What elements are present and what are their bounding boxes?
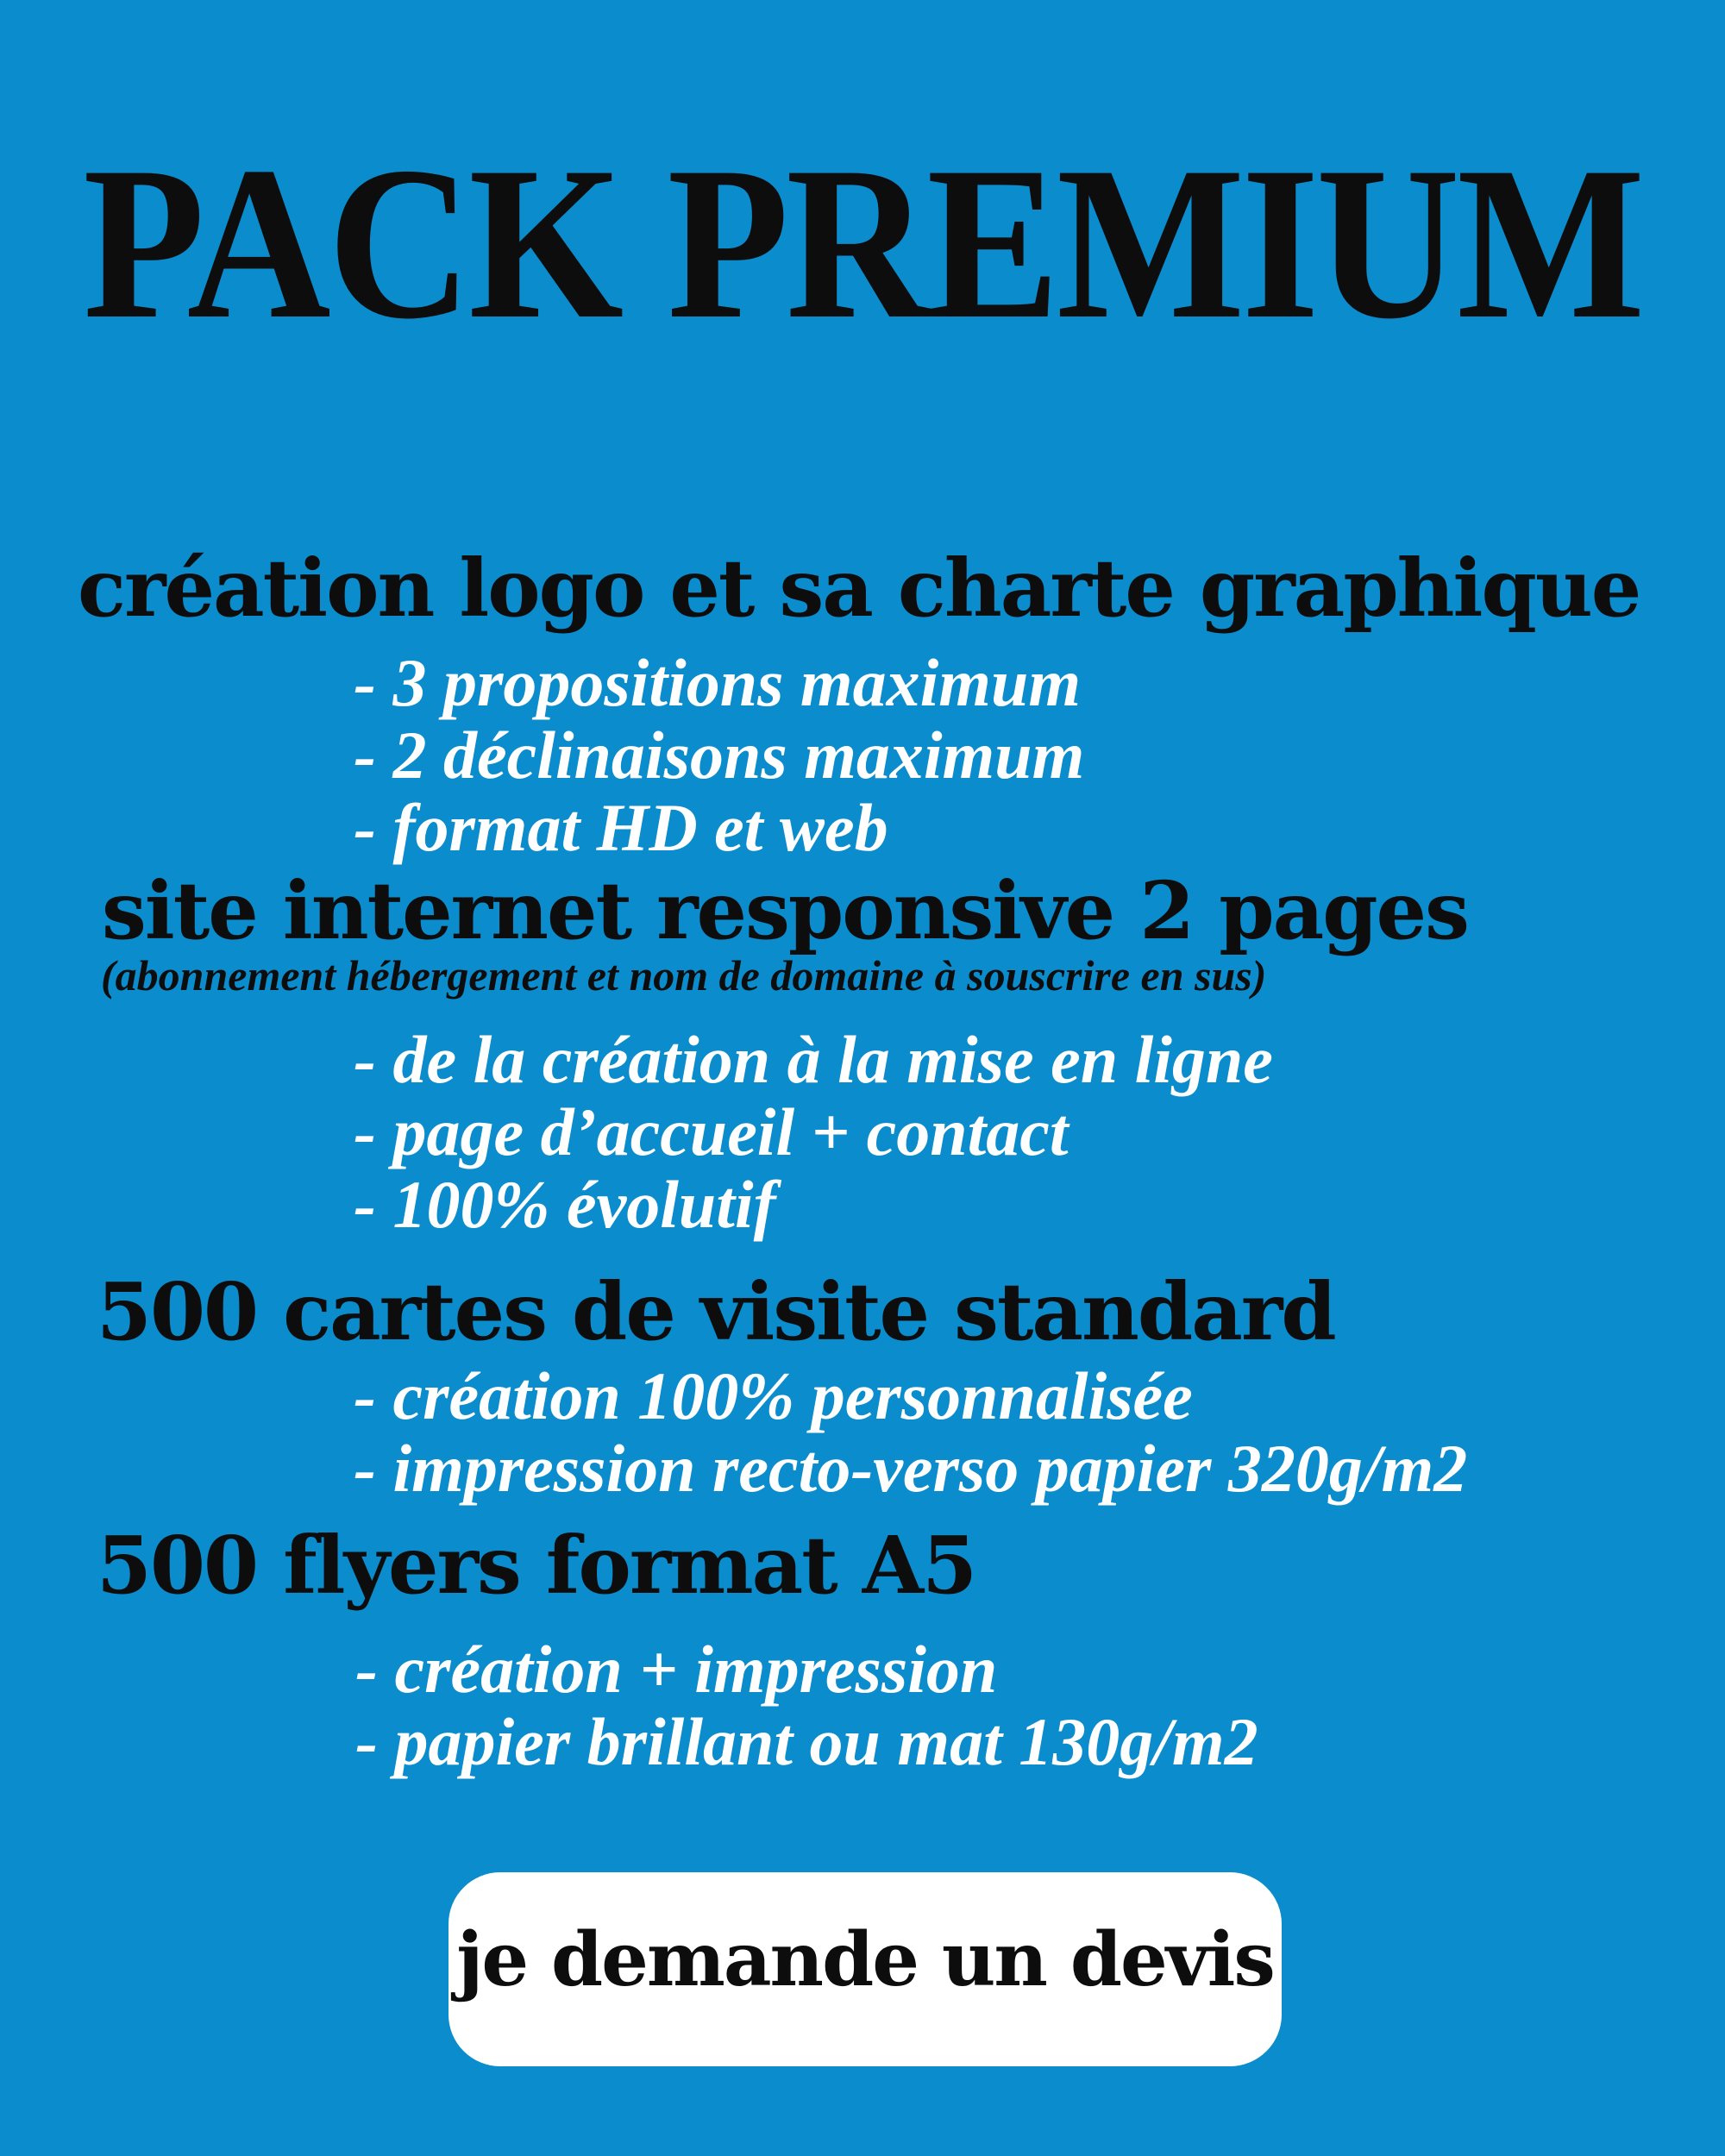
section-heading-flyers: 500 flyers format A5 — [97, 1519, 976, 1612]
bullet-item: - création 100% personnalisée — [354, 1358, 1193, 1433]
bullet-item: - format HD et web — [354, 790, 888, 865]
poster-title: PACK PREMIUM — [83, 122, 1642, 364]
section-heading-website: site internet responsive 2 pages — [102, 864, 1468, 957]
bullet-item: - de la création à la mise en ligne — [354, 1022, 1273, 1097]
bullet-item: - création + impression — [355, 1632, 998, 1707]
request-quote-button-label: je demande un devis — [456, 1916, 1274, 2003]
bullet-item: - impression recto-verso papier 320g/m2 — [354, 1431, 1468, 1506]
section-heading-business-cards: 500 cartes de visite standard — [97, 1265, 1335, 1358]
bullet-item: - 2 déclinaisons maximum — [354, 718, 1085, 793]
bullet-list-logo — [354, 647, 1084, 864]
website-subscription-note: (abonnement hébergement et nom de domaine à souscrire en sus) — [101, 951, 1267, 1000]
bullet-item: - papier brillant ou mat 130g/m2 — [355, 1704, 1258, 1779]
bullet-item: - page d’accueil + contact — [354, 1094, 1069, 1169]
section-heading-logo: création logo et sa charte graphique — [78, 542, 1640, 635]
bullet-item: - 100% évolutif — [354, 1167, 776, 1242]
bullet-item: - 3 propositions maximum — [354, 645, 1081, 720]
bullet-list-flyers — [355, 1633, 1258, 1778]
bullet-list-website — [354, 1024, 1273, 1241]
bullet-list-business-cards — [354, 1360, 1467, 1505]
request-quote-button[interactable] — [448, 1872, 1282, 2066]
